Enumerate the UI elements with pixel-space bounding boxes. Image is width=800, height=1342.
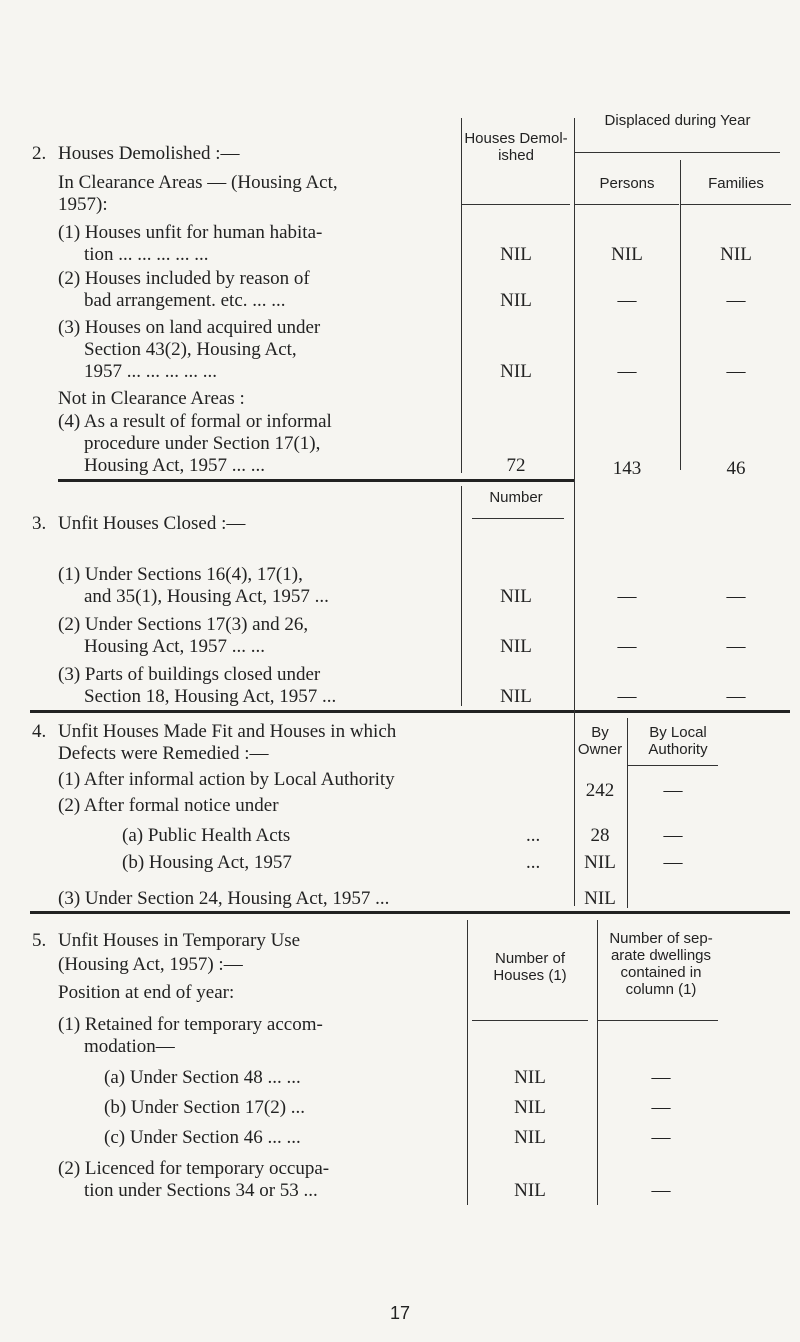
column-rule xyxy=(461,118,462,473)
value-cell: — xyxy=(617,686,637,707)
item-label: (2) After formal notice under xyxy=(58,795,279,816)
value-cell: — xyxy=(651,1067,671,1088)
header-rule xyxy=(575,152,780,153)
value-cell: — xyxy=(726,361,746,382)
item-label: (1) Under Sections 16(4), 17(1), xyxy=(58,564,303,585)
header-rule xyxy=(472,518,564,519)
value-cell: — xyxy=(663,780,683,801)
subheading: 1957): xyxy=(58,194,108,215)
value-cell: NIL xyxy=(720,244,752,265)
by-owner-header: By Owner xyxy=(577,724,623,758)
value-cell: — xyxy=(617,290,637,311)
value-cell: 28 xyxy=(590,825,610,846)
value-cell: — xyxy=(617,586,637,607)
value-cell: — xyxy=(651,1180,671,1201)
item-label: (1) Houses unfit for human habita- xyxy=(58,222,323,243)
item-label: Section 43(2), Housing Act, xyxy=(84,339,297,360)
houses-demolished-header: Houses Demol- ished xyxy=(464,130,568,164)
item-label: (3) Under Section 24, Housing Act, 1957 ... xyxy=(58,888,390,909)
item-label: (3) Houses on land acquired under xyxy=(58,317,321,338)
value-cell: — xyxy=(651,1097,671,1118)
item-label: Housing Act, 1957 ... ... xyxy=(84,455,266,476)
value-cell: — xyxy=(726,290,746,311)
item-label: procedure under Section 17(1), xyxy=(84,433,321,454)
section-title: Houses Demolished :— xyxy=(58,143,240,164)
value-cell: NIL xyxy=(584,852,616,873)
item-label: (b) Housing Act, 1957 xyxy=(122,852,292,873)
value-cell: NIL xyxy=(514,1097,546,1118)
value-cell: NIL xyxy=(514,1127,546,1148)
header-rule xyxy=(681,204,791,205)
value-cell: NIL xyxy=(514,1180,546,1201)
header-rule xyxy=(462,204,570,205)
item-label: (2) Under Sections 17(3) and 26, xyxy=(58,614,309,635)
value-cell: NIL xyxy=(500,636,532,657)
column-rule xyxy=(680,160,681,470)
by-local-authority-header: By Local Authority xyxy=(648,724,708,758)
value-cell: NIL xyxy=(500,361,532,382)
page-number: 17 xyxy=(390,1303,411,1323)
item-label: (3) Parts of buildings closed under xyxy=(58,664,321,685)
value-cell: — xyxy=(617,361,637,382)
persons-header: Persons xyxy=(599,175,655,192)
item-label: (1) After informal action by Local Authority xyxy=(58,769,395,790)
leader-dots: ... xyxy=(526,852,541,873)
value-cell: — xyxy=(726,586,746,607)
section-divider xyxy=(30,911,790,914)
section-number: 5. xyxy=(32,930,47,951)
value-cell: 143 xyxy=(612,458,642,479)
item-label: (2) Houses included by reason of xyxy=(58,268,310,289)
leader-dots: ... xyxy=(526,825,541,846)
item-label: modation— xyxy=(84,1036,175,1057)
separate-dwellings-header: Number of sep- arate dwellings contained in column (1) xyxy=(609,930,713,998)
section-title: Unfit Houses in Temporary Use xyxy=(58,930,301,951)
column-rule xyxy=(627,718,628,908)
value-cell: NIL xyxy=(500,586,532,607)
value-cell: NIL xyxy=(500,244,532,265)
item-label: (b) Under Section 17(2) ... xyxy=(104,1097,306,1118)
section-title: Defects were Remedied :— xyxy=(58,743,269,764)
value-cell: NIL xyxy=(500,686,532,707)
section-number: 3. xyxy=(32,513,47,534)
number-of-houses-header: Number of Houses (1) xyxy=(493,950,567,984)
column-rule xyxy=(574,118,575,906)
header-rule xyxy=(575,204,679,205)
item-label: 1957 ... ... ... ... ... xyxy=(84,361,217,382)
value-cell: 242 xyxy=(585,780,615,801)
item-label: (c) Under Section 46 ... ... xyxy=(104,1127,301,1148)
section-title: Unfit Houses Closed :— xyxy=(58,513,246,534)
value-cell: NIL xyxy=(584,888,616,909)
displaced-header: Displaced during Year xyxy=(604,112,751,129)
families-header: Families xyxy=(708,175,764,192)
subheading: Not in Clearance Areas : xyxy=(58,388,245,409)
value-cell: NIL xyxy=(611,244,643,265)
item-label: tion ... ... ... ... ... xyxy=(84,244,209,265)
value-cell: NIL xyxy=(514,1067,546,1088)
section-divider xyxy=(58,479,574,482)
header-rule xyxy=(628,765,718,766)
item-label: Section 18, Housing Act, 1957 ... xyxy=(84,686,337,707)
value-cell: 46 xyxy=(726,458,746,479)
item-label: (1) Retained for temporary accom- xyxy=(58,1014,323,1035)
value-cell: — xyxy=(617,636,637,657)
value-cell: — xyxy=(663,852,683,873)
item-label: tion under Sections 34 or 53 ... xyxy=(84,1180,318,1201)
value-cell: 72 xyxy=(506,455,526,476)
section-title: (Housing Act, 1957) :— xyxy=(58,954,243,975)
item-label: (a) Under Section 48 ... ... xyxy=(104,1067,301,1088)
section-divider xyxy=(30,710,790,713)
section-number: 2. xyxy=(32,143,47,164)
item-label: Housing Act, 1957 ... ... xyxy=(84,636,266,657)
item-label: (4) As a result of formal or informal xyxy=(58,411,332,432)
item-label: (2) Licenced for temporary occupa- xyxy=(58,1158,330,1179)
value-cell: — xyxy=(726,636,746,657)
column-rule xyxy=(461,486,462,706)
subheading: Position at end of year: xyxy=(58,982,235,1003)
item-label: bad arrangement. etc. ... ... xyxy=(84,290,286,311)
item-label: and 35(1), Housing Act, 1957 ... xyxy=(84,586,329,607)
item-label: (a) Public Health Acts xyxy=(122,825,291,846)
value-cell: — xyxy=(726,686,746,707)
value-cell: — xyxy=(651,1127,671,1148)
subheading: In Clearance Areas — (Housing Act, xyxy=(58,172,338,193)
section-number: 4. xyxy=(32,721,47,742)
header-rule xyxy=(598,1020,718,1021)
section-title: Unfit Houses Made Fit and Houses in which xyxy=(58,721,397,742)
column-rule xyxy=(597,920,598,1205)
header-rule xyxy=(472,1020,588,1021)
number-header: Number xyxy=(489,489,543,506)
column-rule xyxy=(467,920,468,1205)
value-cell: NIL xyxy=(500,290,532,311)
value-cell: — xyxy=(663,825,683,846)
